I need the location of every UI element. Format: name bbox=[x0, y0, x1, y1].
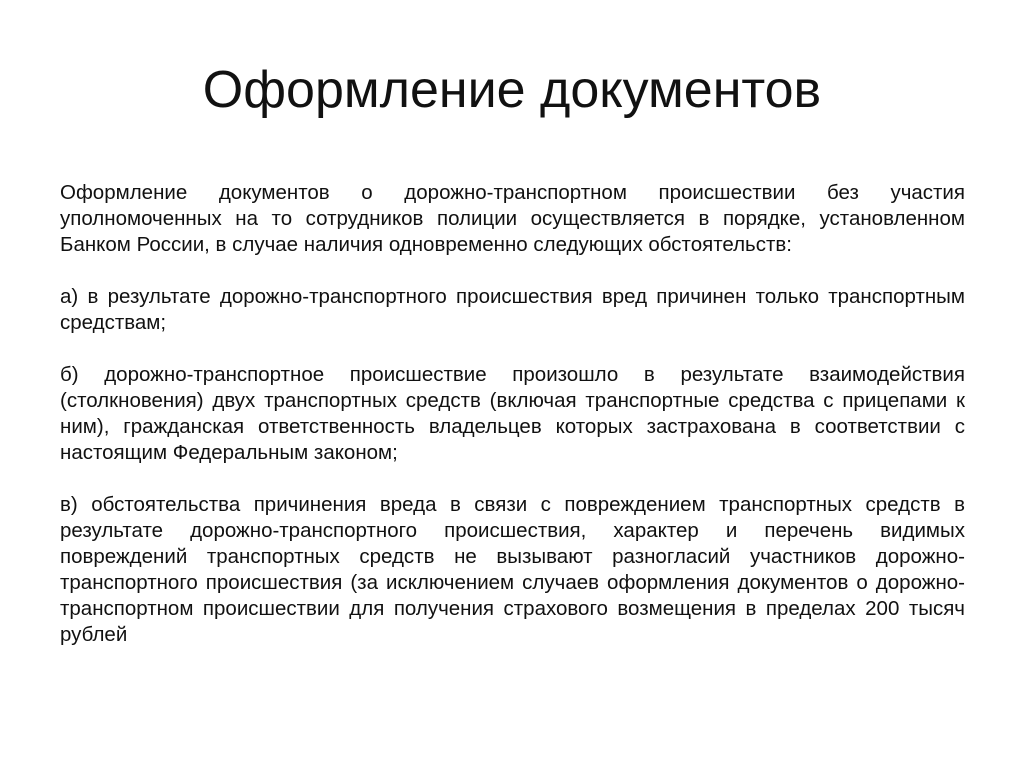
paragraph-condition-a: а) в результате дорожно-транспортного происшествия вред причинен только транспортным средствам; bbox=[60, 285, 965, 334]
paragraph-condition-c: в) обстоятельства причинения вреда в связи с повреждением транспортных средств в результате дорожно-транспортного происшествия, характер и перечень видимых повреждений транспортных средств не вызывают разногласий участников дорожно-транспортного происшествия (за исключением случаев оформления документов о дорожно-транспортном происшествии для получения страхового возмещения в пределах 200 тысяч рублей bbox=[60, 493, 965, 646]
paragraph-condition-b: б) дорожно-транспортное происшествие произошло в результате взаимодействия (столкновения) двух транспортных средств (включая транспортные средства с прицепами к ним), гражданская ответственность владельцев которых застрахована в соответствии с настоящим Федеральным законом; bbox=[60, 363, 965, 464]
paragraph-intro: Оформление документов о дорожно-транспортном происшествии без участия уполномоченных на то сотрудников полиции осуществляется в порядке, установленном Банком России, в случае наличия одновременно следующих обстоятельств: bbox=[60, 181, 965, 256]
slide-title: Оформление документов bbox=[202, 61, 822, 119]
slide-body bbox=[60, 180, 965, 648]
